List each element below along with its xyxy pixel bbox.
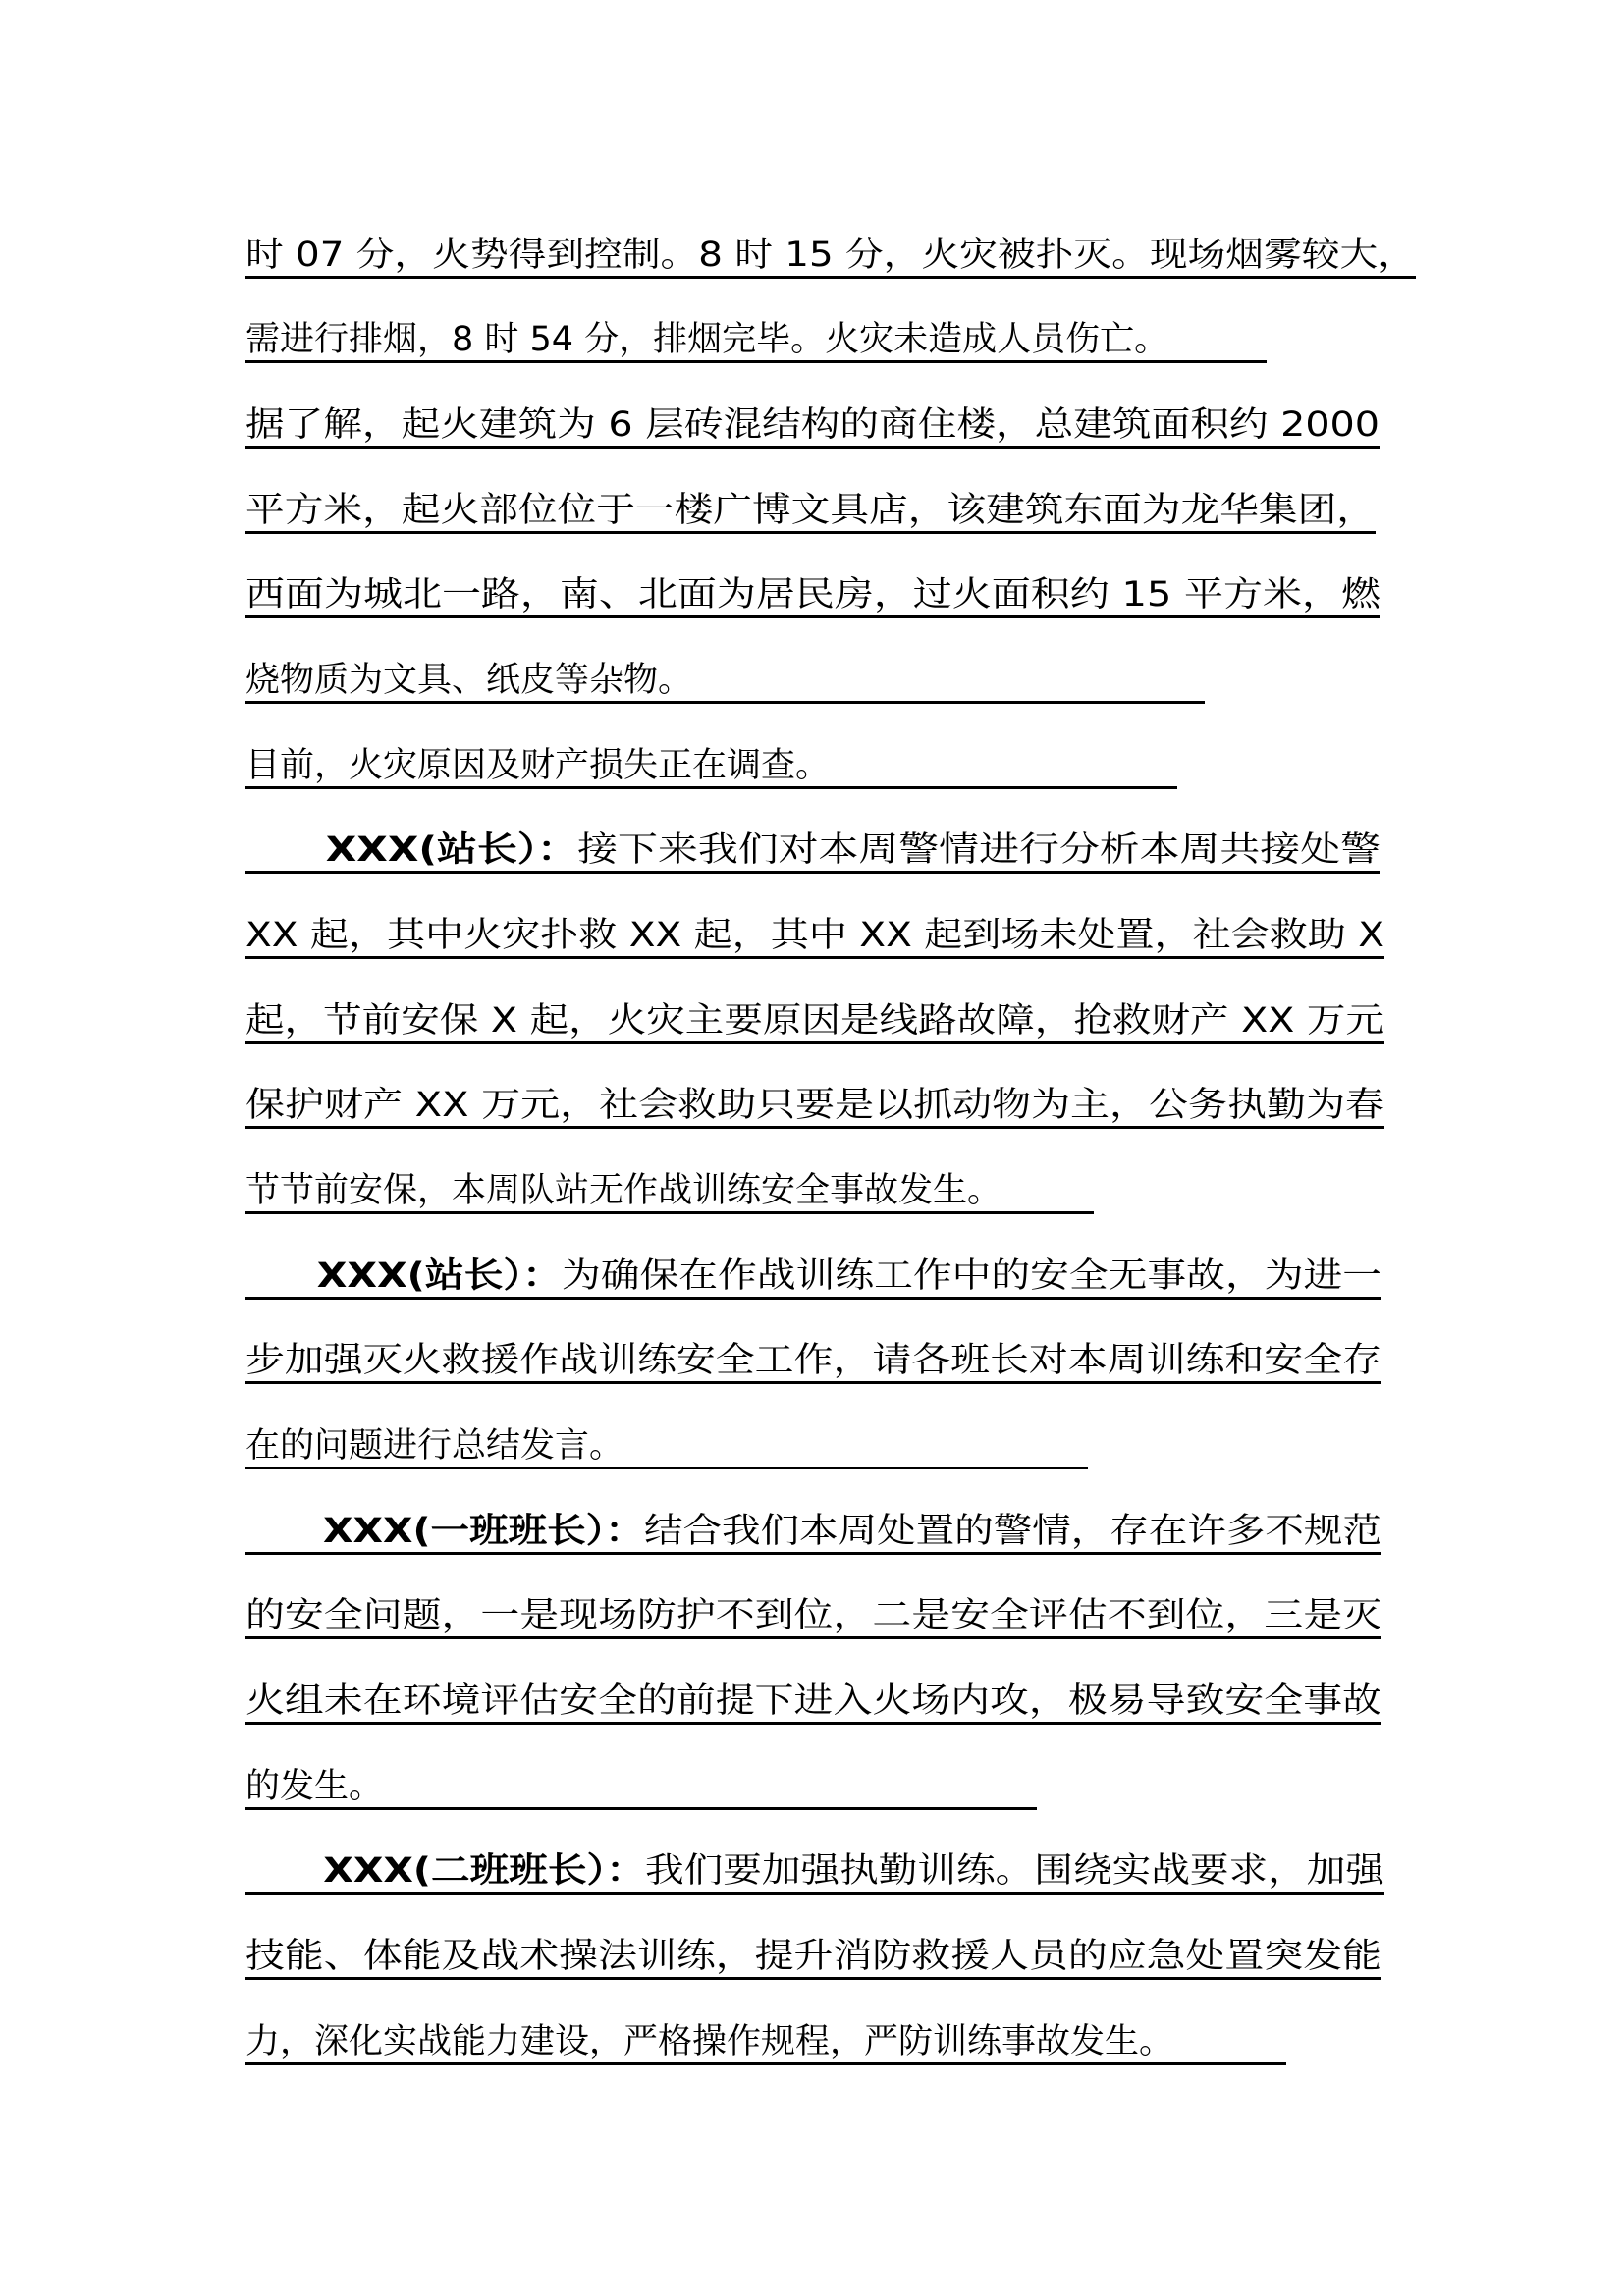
underline xyxy=(245,276,1416,279)
underline xyxy=(245,1636,1381,1639)
text-line xyxy=(245,1171,1001,1210)
speaker-name: XXX(一班班长）： xyxy=(323,1512,644,1551)
text-line xyxy=(245,661,692,700)
underline xyxy=(245,701,1205,704)
line-text: 节节前安保，本周队站无作战训练安全事故发生。 xyxy=(245,1171,1002,1210)
speaker-name: XXX(站长）： xyxy=(316,1256,563,1296)
speaker-name: XXX(二班班长）： xyxy=(323,1851,646,1891)
underline xyxy=(245,1467,1088,1469)
underline xyxy=(245,786,1177,789)
text-line xyxy=(245,320,1168,359)
text-line xyxy=(245,1512,1381,1551)
underline xyxy=(245,2062,1286,2065)
underline xyxy=(245,871,1380,874)
text-line xyxy=(245,1682,1381,1721)
text-line xyxy=(245,2022,1173,2061)
line-text: 的安全问题，一是现场防护不到位，二是安全评估不到位，三是灭 xyxy=(245,1596,1381,1635)
line-text: 时 07 分，火势得到控制。8 时 15 分，火灾被扑灭。现场烟雾较大， xyxy=(245,236,1416,275)
underline xyxy=(245,360,1267,363)
line-text: 保护财产 XX 万元，社会救助只要是以抓动物为主，公务执勤为春 xyxy=(245,1086,1384,1125)
line-text: 需进行排烟，8 时 54 分，排烟完毕。火灾未造成人员伤亡。 xyxy=(245,320,1169,359)
line-text: 起，节前安保 X 起，火灾主要原因是线路故障，抢救财产 XX 万元 xyxy=(245,1001,1384,1041)
text-line xyxy=(245,1426,623,1466)
text-line xyxy=(245,1937,1381,1976)
line-text: 目前，火灾原因及财产损失正在调查。 xyxy=(245,746,831,785)
line-text: 据了解，起火建筑为 6 层砖混结构的商住楼，总建筑面积约 2000 xyxy=(245,405,1380,445)
line-text: 烧物质为文具、纸皮等杂物。 xyxy=(245,661,693,700)
line-text: 平方米，起火部位位于一楼广博文具店，该建筑东面为龙华集团， xyxy=(245,491,1376,530)
line-text: 为确保在作战训练工作中的安全无事故，为进一 xyxy=(562,1256,1381,1296)
text-line xyxy=(245,1767,383,1806)
underline xyxy=(245,1126,1384,1129)
line-text: 接下来我们对本周警情进行分析本周共接处警 xyxy=(577,830,1380,870)
text-line xyxy=(245,1086,1384,1125)
text-line xyxy=(245,746,830,785)
line-text: XX 起，其中火灾扑救 XX 起，其中 XX 起到场未处置，社会救助 X xyxy=(245,916,1384,955)
underline xyxy=(245,1552,1381,1555)
text-line xyxy=(245,1001,1384,1041)
underline xyxy=(245,1211,1094,1214)
speaker-name: XXX(站长）： xyxy=(325,830,578,870)
underline xyxy=(245,1892,1384,1895)
text-line xyxy=(245,830,1380,870)
text-line xyxy=(245,1851,1384,1891)
line-text: 力，深化实战能力建设，严格操作规程，严防训练事故发生。 xyxy=(245,2022,1174,2061)
underline xyxy=(245,615,1380,618)
underline xyxy=(245,1977,1381,1980)
text-line xyxy=(245,916,1384,955)
underline xyxy=(245,1381,1381,1384)
text-line xyxy=(245,1596,1381,1635)
line-text: 火组未在环境评估安全的前提下进入火场内攻，极易导致安全事故 xyxy=(245,1682,1381,1721)
text-line xyxy=(245,1341,1381,1380)
underline xyxy=(245,531,1376,534)
line-text: 我们要加强执勤训练。围绕实战要求，加强 xyxy=(645,1851,1384,1891)
line-text: 在的问题进行总结发言。 xyxy=(245,1426,624,1466)
line-text: 的发生。 xyxy=(245,1767,384,1806)
underline xyxy=(245,1722,1381,1725)
text-line xyxy=(245,575,1380,614)
line-text: 结合我们本周处置的警情，存在许多不规范 xyxy=(643,1512,1381,1551)
line-text: 技能、体能及战术操法训练，提升消防救援人员的应急处置突发能 xyxy=(245,1937,1381,1976)
underline xyxy=(245,1297,1381,1300)
underline xyxy=(245,1807,1037,1810)
text-line xyxy=(245,1256,1381,1296)
line-text: 步加强灭火救援作战训练安全工作，请各班长对本周训练和安全存 xyxy=(245,1341,1381,1380)
text-line xyxy=(245,491,1376,530)
underline xyxy=(245,1041,1384,1044)
text-line xyxy=(245,405,1380,445)
line-text: 西面为城北一路，南、北面为居民房，过火面积约 15 平方米，燃 xyxy=(245,575,1380,614)
underline xyxy=(245,956,1384,959)
underline xyxy=(245,446,1380,449)
text-line xyxy=(245,236,1416,275)
